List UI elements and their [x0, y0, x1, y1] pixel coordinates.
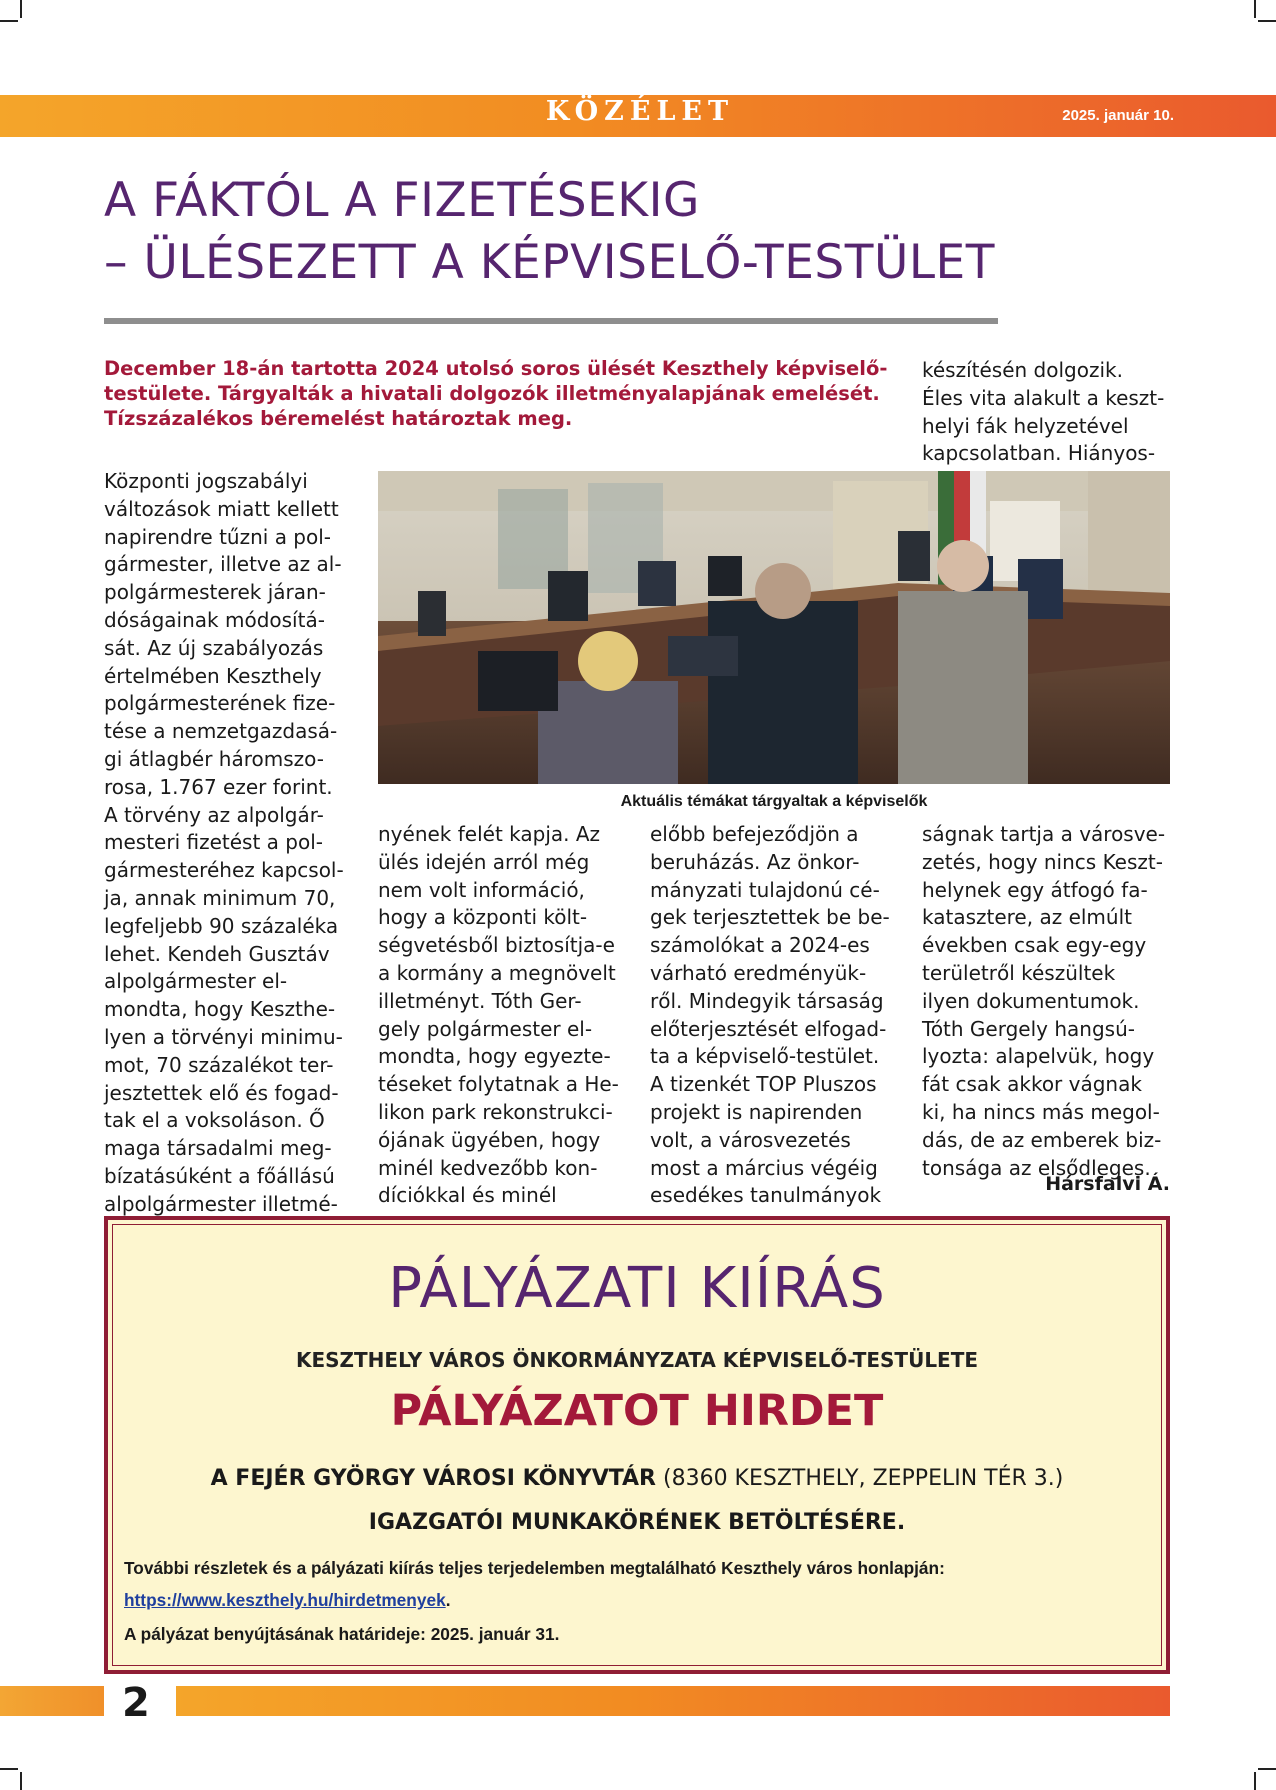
footer-band-left — [0, 1686, 104, 1716]
notice-institution: A FEJÉR GYÖRGY VÁROSI KÖNYVTÁR — [210, 1466, 656, 1491]
notice-link[interactable]: https://www.keszthely.hu/hirdetmenyek — [124, 1590, 446, 1610]
text-line: területről készültek — [922, 960, 1116, 985]
notice-issuer: KESZTHELY VÁROS ÖNKORMÁNYZATA KÉPVISELŐ-TESTÜLETE — [295, 1348, 979, 1372]
article-byline: Hársfalvi Á. — [1045, 1173, 1170, 1195]
text-line: a kormány a megnövelt — [378, 960, 616, 985]
lead-line: Tízszázalékos béremelést határoztak meg. — [104, 407, 573, 430]
text-line: tése a nemzetgazdasá- — [104, 719, 338, 744]
text-line: kapcsolatban. Hiányos- — [922, 441, 1156, 466]
article-column-2 — [378, 821, 626, 1210]
text-line: gármester, illetve az al- — [104, 552, 342, 577]
text-line: dóságainak módosítá- — [104, 607, 325, 632]
text-line: volt, a városvezetés — [650, 1127, 851, 1152]
text-line: előterjesztését elfogad- — [650, 1016, 887, 1041]
text-line: Központi jogszabályi — [104, 469, 308, 493]
article-column-4-top — [922, 357, 1170, 468]
text-line: polgármesterek járan- — [104, 580, 326, 605]
issue-date: 2025. január 10. — [1062, 107, 1174, 124]
text-line: maga társadalmi meg- — [104, 1136, 332, 1161]
article-column-4-bottom — [922, 821, 1170, 1182]
text-line: években csak egy-egy — [922, 933, 1147, 958]
text-line: lyen a törvényi minimu- — [104, 1024, 343, 1049]
text-line: dás, de az emberek biz- — [922, 1127, 1162, 1152]
text-line: illetményt. Tóth Ger- — [378, 988, 582, 1013]
text-line: előbb befejeződjön a — [650, 822, 859, 846]
headline-line: A FÁKTÓL A FIZETÉSEKIG — [104, 173, 700, 228]
text-line: helynek egy átfogó fa- — [922, 877, 1148, 902]
text-line: katasztere, az elmúlt — [922, 905, 1132, 930]
text-line: nem volt információ, — [378, 877, 585, 902]
text-line: projekt is napirenden — [650, 1099, 863, 1124]
crop-mark — [20, 0, 22, 18]
text-line: alpolgármester el- — [104, 969, 288, 994]
crop-mark — [1254, 1772, 1256, 1790]
crop-mark — [1254, 0, 1256, 18]
job-notice-box — [104, 1216, 1170, 1674]
headline-line: – ÜLÉSEZETT A KÉPVISELŐ-TESTÜLET — [104, 235, 995, 290]
text-line: értelmében Keszthely — [104, 663, 322, 688]
text-line: mányzati tulajdonú cé- — [650, 877, 880, 902]
text-line: gármesteréhez kapcsol- — [104, 858, 344, 883]
text-line: mesteri fizetést a pol- — [104, 830, 323, 855]
notice-deadline: A pályázat benyújtásának határideje: 2025. január 31. — [124, 1624, 560, 1644]
text-line: legfeljebb 90 százaléka — [104, 913, 339, 938]
text-line: most a március végéig — [650, 1155, 878, 1180]
text-line: Tóth Gergely hangsú- — [922, 1016, 1135, 1041]
crop-mark — [20, 1772, 22, 1790]
text-line: nyének felét kapja. Az — [378, 822, 601, 846]
text-line: változások miatt kellett — [104, 496, 339, 521]
text-line: téseket folytatnak a He- — [378, 1072, 619, 1097]
text-line: alpolgármester illetmé- — [104, 1191, 338, 1216]
crop-mark — [1258, 1768, 1276, 1770]
text-line: mondta, hogy Keszthe- — [104, 997, 336, 1022]
text-line: ki, ha nincs más megol- — [922, 1099, 1160, 1124]
text-line: gely polgármester el- — [378, 1016, 593, 1041]
text-line: ről. Mindegyik társaság — [650, 988, 884, 1013]
notice-institution-line — [108, 1466, 1166, 1491]
article-lead — [104, 356, 904, 431]
text-line: sát. Az új szabályozás — [104, 635, 324, 660]
notice-details — [124, 1552, 1154, 1616]
text-line: lyozta: alapelvük, hogy — [922, 1044, 1155, 1069]
text-line: Éles vita alakult a keszt- — [922, 385, 1165, 410]
text-line: minél kedvezőbb kon- — [378, 1155, 598, 1180]
lead-line: testülete. Tárgyalták a hivatali dolgozók illetményalapjának emelését. — [104, 382, 880, 405]
article-headline — [104, 170, 1004, 294]
meeting-photo — [378, 471, 1170, 784]
photo-caption: Aktuális témákat tárgyaltak a képviselők — [620, 793, 928, 810]
text-line: díciókkal és minél — [378, 1183, 557, 1208]
section-label: KÖZÉLET — [545, 96, 735, 127]
text-line: gek terjesztettek be be- — [650, 905, 890, 930]
text-line: gi átlagbér háromszo- — [104, 746, 324, 771]
notice-position: IGAZGATÓI MUNKAKÖRÉNEK BETÖLTÉSÉRE. — [368, 1510, 906, 1535]
text-line: hogy a központi költ- — [378, 905, 588, 930]
text-line: beruházás. Az önkor- — [650, 849, 860, 874]
text-line: zetés, hogy nincs Keszt- — [922, 849, 1163, 874]
footer-band-right — [176, 1686, 1170, 1716]
text-line: várható eredményük- — [650, 960, 867, 985]
text-line: ójának ügyében, hogy — [378, 1127, 601, 1152]
notice-link-suffix: . — [445, 1590, 451, 1610]
text-line: polgármesterének fize- — [104, 691, 336, 716]
article-column-3 — [650, 821, 898, 1210]
text-line: bízatásúként a főállású — [104, 1163, 335, 1188]
notice-details-text: További részletek és a pályázati kiírás teljes terjedelemben megtalálható Keszthely város honlapján: — [124, 1558, 945, 1578]
text-line: készítésén dolgozik. — [922, 358, 1123, 382]
text-line: lehet. Kendeh Gusztáv — [104, 941, 330, 966]
text-line: tak el a voksoláson. Ő — [104, 1108, 325, 1133]
text-line: A törvény az alpolgár- — [104, 802, 324, 827]
text-line: számolókat a 2024-es — [650, 933, 870, 958]
text-line: ta a képviselő-testület. — [650, 1044, 880, 1069]
text-line: fát csak akkor vágnak — [922, 1072, 1142, 1097]
crop-mark — [0, 20, 18, 22]
crop-mark — [0, 1768, 18, 1770]
text-line: tonsága az elsődleges. — [922, 1155, 1151, 1180]
text-line: mot, 70 százalékot ter- — [104, 1052, 334, 1077]
article-column-1 — [104, 468, 354, 1219]
text-line: esedékes tanulmányok — [650, 1183, 882, 1208]
text-line: mondta, hogy egyezte- — [378, 1044, 611, 1069]
headline-rule — [104, 318, 998, 324]
text-line: ilyen dokumentumok. — [922, 988, 1140, 1013]
text-line: likon park rekonstrukci- — [378, 1099, 613, 1124]
notice-announcement: PÁLYÁZATOT HIRDET — [390, 1386, 884, 1436]
text-line: napirendre tűzni a pol- — [104, 524, 332, 549]
text-line: jesztettek elő és fogad- — [104, 1080, 339, 1105]
crop-mark — [1258, 20, 1276, 22]
notice-address: (8360 KESZTHELY, ZEPPELIN TÉR 3.) — [656, 1466, 1064, 1491]
text-line: ségvetésből biztosítja-e — [378, 933, 615, 958]
page-number: 2 — [122, 1680, 150, 1726]
text-line: ja, annak minimum 70, — [104, 885, 336, 910]
text-line: helyi fák helyzetével — [922, 413, 1129, 438]
lead-line: December 18-án tartotta 2024 utolsó soros ülését Keszthely képviselő- — [104, 357, 888, 380]
text-line: ülés idején arról még — [378, 849, 590, 874]
text-line: rosa, 1.767 ezer forint. — [104, 774, 333, 799]
text-line: A tizenkét TOP Pluszos — [650, 1072, 877, 1097]
notice-title: PÁLYÁZATI KIÍRÁS — [388, 1256, 886, 1321]
text-line: ságnak tartja a városve- — [922, 822, 1166, 846]
